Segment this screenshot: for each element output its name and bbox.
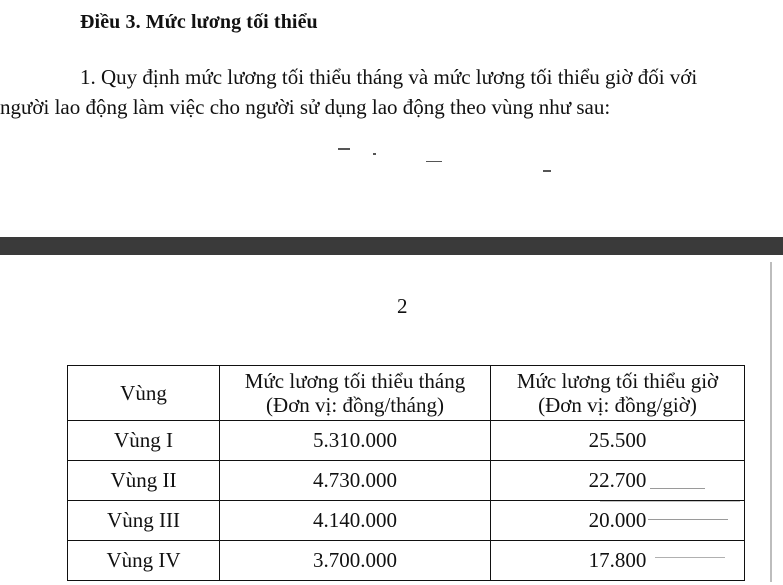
- cell-region: Vùng II: [68, 461, 220, 501]
- paragraph-line-1: 1. Quy định mức lương tối thiểu tháng và mức lương tối thiểu giờ đối với: [80, 65, 698, 89]
- header-monthly-line2: (Đơn vị: đồng/tháng): [266, 393, 444, 417]
- header-hourly-line1: Mức lương tối thiểu giờ: [516, 369, 719, 393]
- table-row: [68, 461, 745, 501]
- cell-region: Vùng I: [68, 421, 220, 461]
- cell-monthly: 4.140.000: [220, 501, 491, 541]
- cell-region: Vùng IV: [68, 541, 220, 581]
- table-row: [68, 501, 745, 541]
- cell-monthly: 5.310.000: [220, 421, 491, 461]
- scan-smudge: [655, 557, 725, 558]
- cell-hourly: 17.800: [491, 541, 745, 581]
- scan-speck: [426, 161, 442, 162]
- paragraph-line-2: người lao động làm việc cho người sử dụng lao động theo vùng như sau:: [0, 95, 611, 119]
- scan-speck: [543, 170, 551, 172]
- header-hourly-line2: (Đơn vị: đồng/giờ): [538, 393, 697, 417]
- cell-monthly: 3.700.000: [220, 541, 491, 581]
- cell-region: Vùng III: [68, 501, 220, 541]
- header-hourly: [491, 366, 745, 421]
- page-divider: [0, 237, 783, 255]
- document-page-top: [0, 0, 783, 237]
- cell-hourly: 25.500: [491, 421, 745, 461]
- page-number: 2: [397, 294, 408, 318]
- cell-hourly: 22.700: [491, 461, 745, 501]
- table-row: [68, 421, 745, 461]
- article-heading: Điều 3. Mức lương tối thiểu: [80, 11, 318, 33]
- header-monthly-line1: Mức lương tối thiểu tháng: [244, 369, 466, 393]
- header-region-label: Vùng: [120, 381, 167, 405]
- scan-speck: [338, 148, 350, 150]
- minimum-wage-table: [67, 365, 745, 581]
- scan-smudge: [650, 488, 705, 489]
- article-paragraph: [0, 62, 783, 122]
- scan-speck: [373, 153, 376, 155]
- scan-smudge: [648, 519, 728, 520]
- scan-smudge: [600, 501, 740, 502]
- scan-edge-line: [770, 262, 772, 582]
- table-header-row: [68, 366, 745, 421]
- cell-monthly: 4.730.000: [220, 461, 491, 501]
- cell-hourly: 20.000: [491, 501, 745, 541]
- header-region: [68, 366, 220, 421]
- table-row: [68, 541, 745, 581]
- header-monthly: [220, 366, 491, 421]
